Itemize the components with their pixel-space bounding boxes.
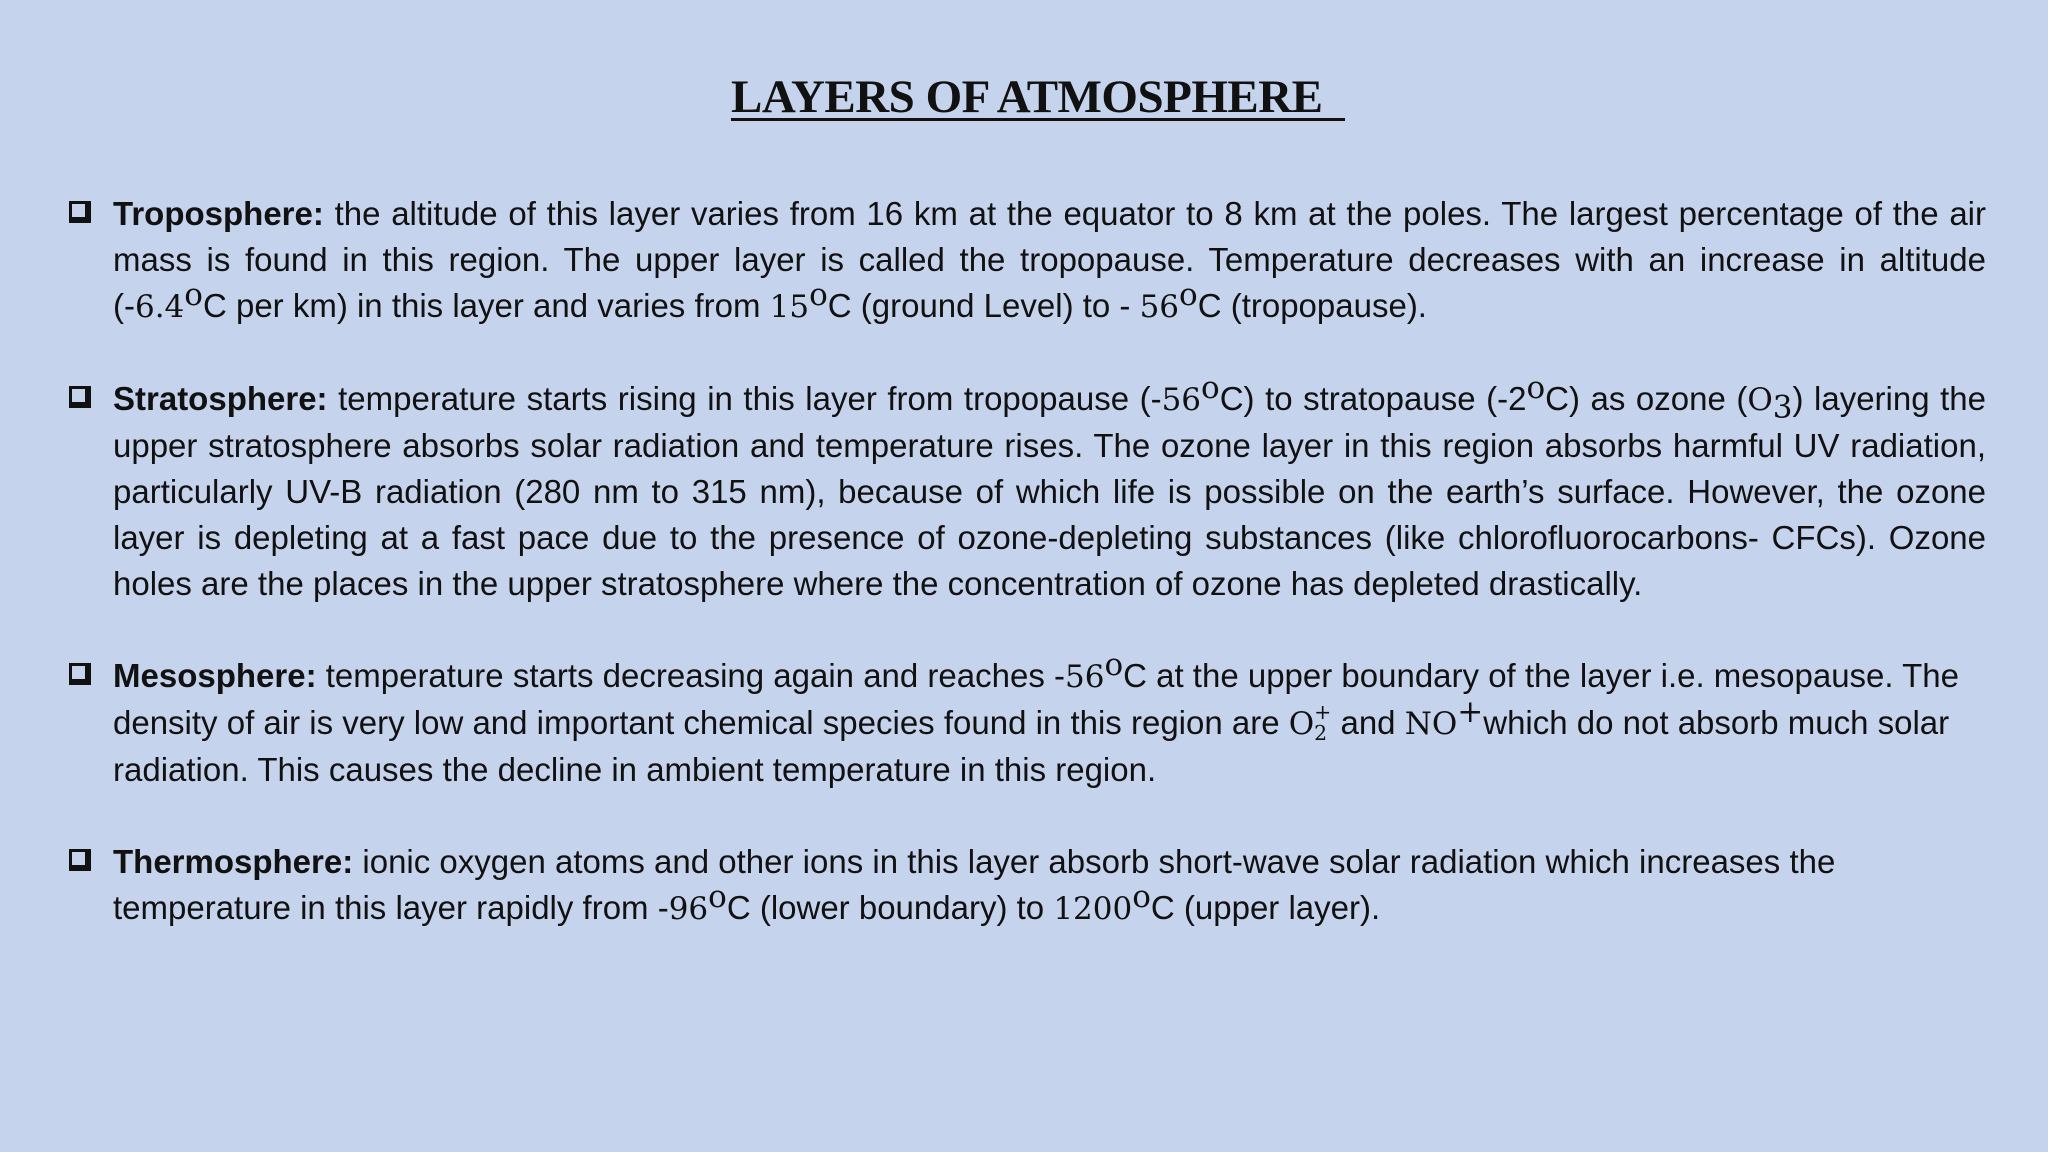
math-value: 15 — [769, 289, 810, 325]
stack-subscript: 2 — [1314, 721, 1328, 746]
superscript: o — [1201, 370, 1220, 406]
text: which do not absorb much solar radiation. This causes the decline in ambient temperature in this region. — [113, 704, 1950, 788]
math-value: 56 — [1139, 289, 1180, 325]
bullet-mesosphere — [66, 647, 1986, 793]
text: C per km) in this layer and varies from — [202, 287, 770, 324]
text: C (lower boundary) to — [726, 889, 1054, 926]
superscript: o — [1132, 879, 1151, 915]
checkbox-square-icon — [69, 849, 88, 868]
title-container — [0, 70, 2048, 124]
text: ) layering the upper stratosphere absorbs solar radiation and temperature rises. The ozone layer in this region absorbs harmful UV radiation, particularly UV-B radiation (280 nm to 315 nm), because of which life is possible on the earth’s surface. However, the ozone layer is depleting at a fast pace due to the presence of ozone-depleting substances (like chlorofluorocarbons- CFCs). Ozone holes are the places in the upper stratosphere where the concentration of ozone has depleted drastically. — [113, 380, 1986, 602]
superscript: o — [708, 879, 727, 915]
superscript: o — [1179, 277, 1198, 313]
bullet-stratosphere — [66, 370, 1986, 607]
math-value: 1200 — [1053, 891, 1133, 927]
text: C at the upper boundary of the layer i.e. mesopause. The density of air is very low and important chemical species found in this region are — [113, 657, 1960, 741]
bullet-list — [66, 191, 1986, 978]
checkbox-square-icon — [69, 201, 88, 220]
superscript: o — [809, 277, 828, 313]
math-value: 56 — [1064, 659, 1105, 695]
bullet-troposphere — [66, 191, 1986, 330]
term-mesosphere: Mesosphere: — [113, 657, 317, 694]
text: C) to stratopause (-2 — [1219, 380, 1527, 417]
text: C) as ozone ( — [1545, 380, 1748, 417]
term-stratosphere: Stratosphere: — [113, 380, 328, 417]
text: temperature starts rising in this layer from tropopause (- — [327, 380, 1162, 417]
superscript: o — [184, 277, 203, 313]
text: C (upper layer). — [1150, 889, 1381, 926]
superscript: + — [1457, 694, 1484, 730]
checkbox-square-icon — [69, 663, 88, 682]
superscript: o — [1526, 370, 1546, 406]
superscript-subscript-stack — [1314, 699, 1332, 746]
math-value: 6.4 — [134, 289, 185, 325]
text: temperature starts decreasing again and reaches - — [316, 657, 1065, 694]
text: C (tropopause). — [1197, 287, 1427, 324]
term-thermosphere: Thermosphere: — [113, 843, 354, 880]
stack-superscript: + — [1314, 699, 1332, 724]
page-title: LAYERS OF ATMOSPHERE — [730, 71, 1346, 123]
checkbox-square-icon — [69, 386, 88, 405]
text: the altitude of this layer varies from 16 km at the equator to 8 km at the poles. The largest percentage of the air mass is found in this region. The upper layer is called the tropopause. Temperature decreases with an increase in altitude (- — [113, 195, 1986, 324]
math-value: 56 — [1161, 382, 1202, 418]
math-value: O — [1288, 706, 1315, 742]
text: ionic oxygen atoms and other ions in this layer absorb short-wave solar radiation which increases the temperature in this layer rapidly from - — [113, 843, 1836, 926]
math-value: O — [1747, 382, 1773, 418]
math-value: NO — [1404, 706, 1458, 742]
text: C (ground Level) to - — [827, 287, 1140, 324]
superscript: o — [1104, 647, 1124, 683]
text: and — [1331, 704, 1405, 741]
math-value: 96 — [668, 891, 709, 927]
term-troposphere: Troposphere: — [113, 195, 324, 232]
subscript: 3 — [1772, 389, 1793, 426]
bullet-thermosphere — [66, 839, 1986, 932]
